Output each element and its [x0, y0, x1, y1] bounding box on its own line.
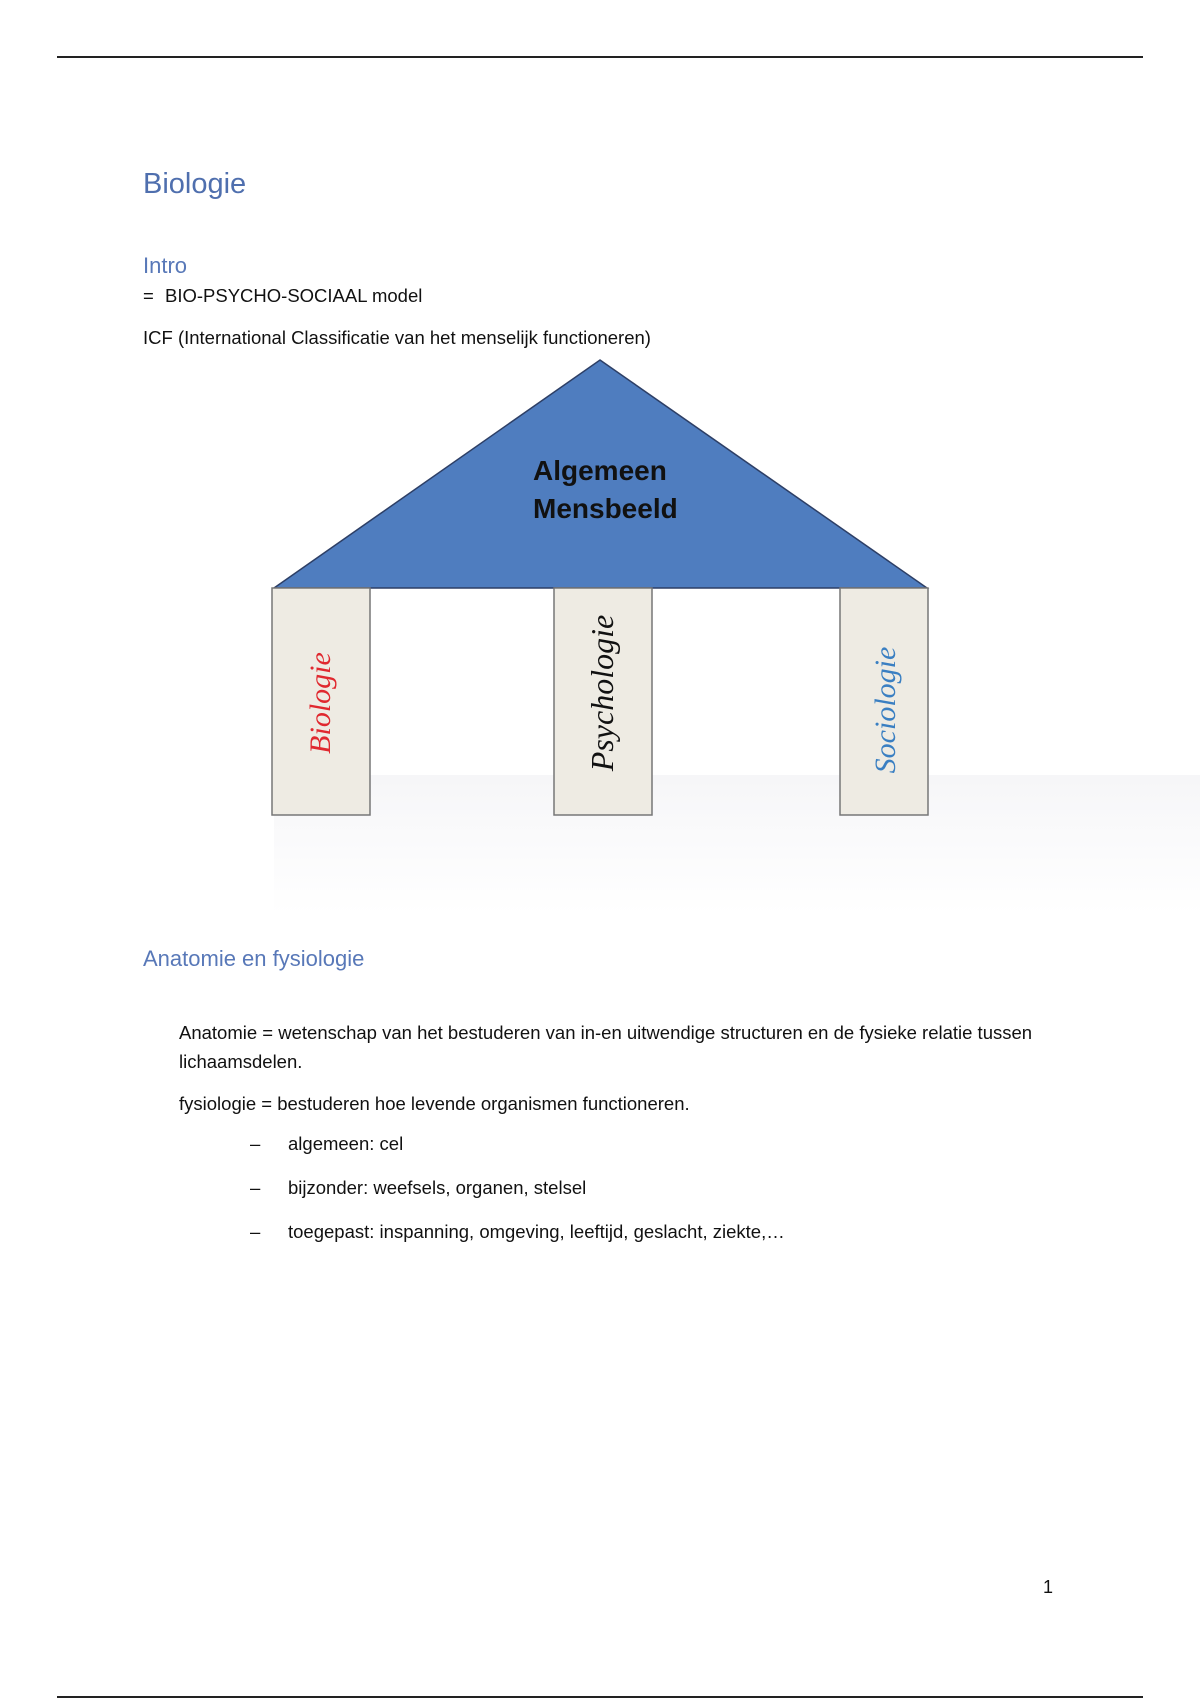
pillar-psychologie	[554, 588, 652, 815]
anatomie-definition: Anatomie = wetenschap van het bestuderen van in-en uitwendige structuren en de fysieke relatie tussen lichaamsdelen.	[179, 1022, 1033, 1072]
equals-symbol: =	[143, 285, 154, 306]
list-item	[250, 1177, 785, 1221]
icf-line: ICF (International Classificatie van het menselijk functioneren)	[143, 327, 651, 348]
top-rule	[57, 56, 1143, 58]
pillar-sociologie	[840, 588, 928, 815]
fysiologie-definition: fysiologie = bestuderen hoe levende organismen functioneren.	[179, 1093, 690, 1114]
list-item	[250, 1133, 785, 1177]
roof-label-line1: Algemeen	[533, 455, 667, 486]
dash-marker: –	[250, 1133, 261, 1154]
anatomie-heading: Anatomie en fysiologie	[143, 946, 365, 971]
pillar-biologie	[272, 588, 370, 815]
dash-marker: –	[250, 1221, 261, 1242]
pillar-label-sociologie: Sociologie	[869, 646, 902, 774]
page-title: Biologie	[143, 168, 247, 200]
list-item-text: algemeen: cel	[288, 1133, 404, 1154]
diagram-shadow	[274, 775, 1200, 915]
fysiologie-list	[250, 1133, 785, 1265]
pillar-label-biologie: Biologie	[304, 652, 337, 754]
bottom-rule	[57, 1696, 1143, 1698]
model-text: BIO-PSYCHO-SOCIAAL model	[165, 285, 423, 306]
list-item-text: bijzonder: weefsels, organen, stelsel	[288, 1177, 587, 1198]
pillar-label-psychologie: Psychologie	[584, 614, 620, 772]
page-number: 1	[1043, 1577, 1054, 1597]
intro-heading: Intro	[143, 253, 188, 278]
list-item	[250, 1221, 785, 1265]
model-line	[143, 285, 422, 307]
dash-marker: –	[250, 1177, 261, 1198]
list-item-text: toegepast: inspanning, omgeving, leeftijd, geslacht, ziekte,…	[288, 1221, 785, 1242]
house-diagram	[250, 355, 1200, 935]
roof-label-line2: Mensbeeld	[533, 493, 678, 524]
